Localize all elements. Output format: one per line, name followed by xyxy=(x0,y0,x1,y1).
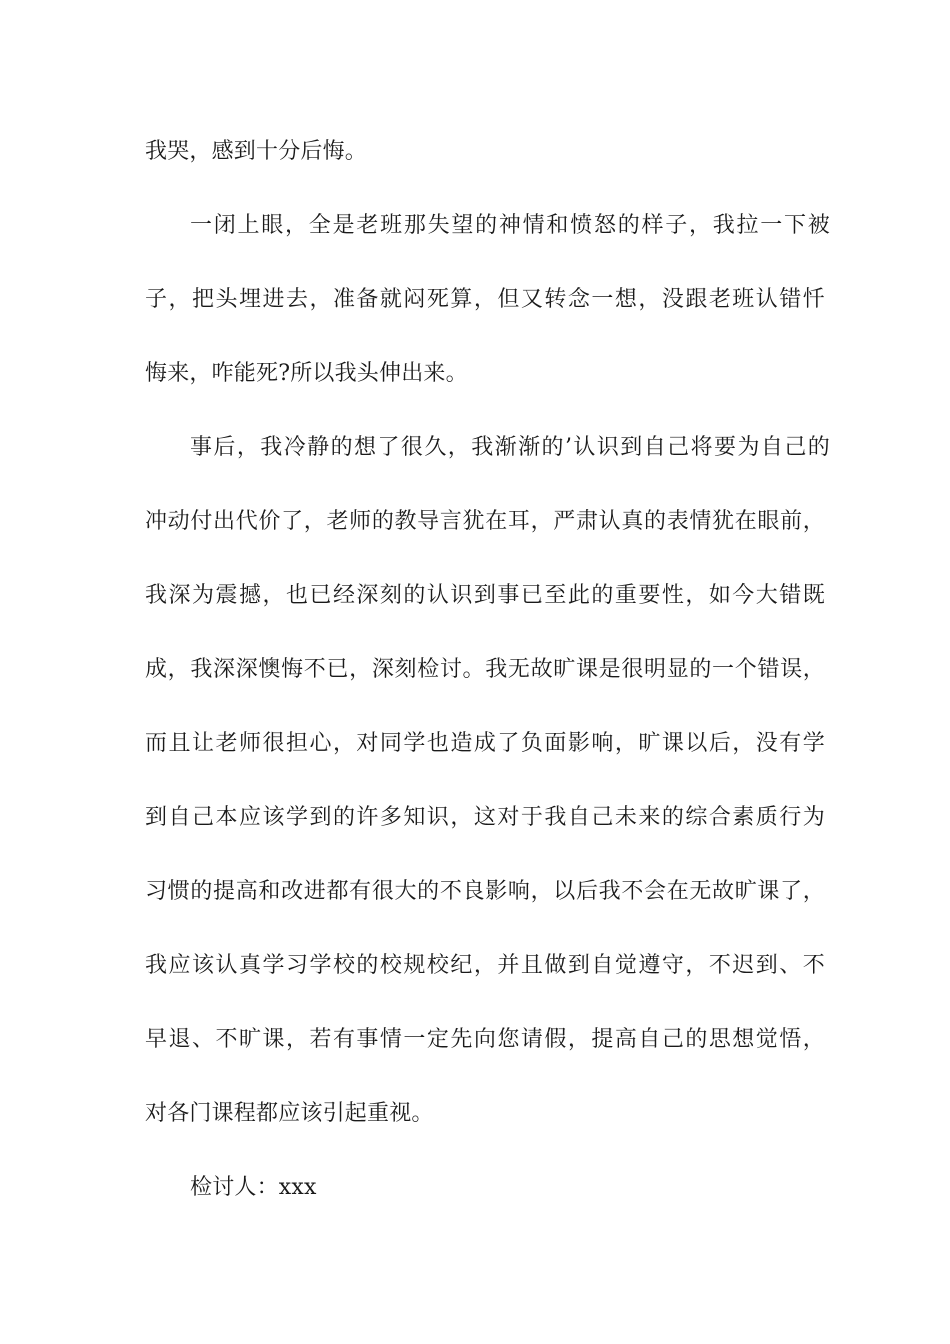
text-line: 事后，我冷静的想了很久，我渐渐的’认识到自己将要为自己的 xyxy=(190,435,830,460)
text-line: 到自己本应该学到的许多知识，这对于我自己未来的综合素质行为 xyxy=(145,805,825,830)
text-line: 悔来，咋能死?所以我头伸出来。 xyxy=(145,361,468,386)
text-line: 我深为震撼，也已经深刻的认识到事已至此的重要性，如今大错既 xyxy=(145,583,825,608)
text-line: 习惯的提高和改进都有很大的不良影响，以后我不会在无故旷课了， xyxy=(145,879,825,904)
text-line: 冲动付出代价了，老师的教导言犹在耳，严肃认真的表情犹在眼前， xyxy=(145,509,825,534)
text-line: 对各门课程都应该引起重视。 xyxy=(145,1101,434,1126)
text-line: 早退、不旷课，若有事情一定先向您请假，提高自己的思想觉悟， xyxy=(145,1027,825,1052)
text-line: 我应该认真学习学校的校规校纪，并且做到自觉遵守，不迟到、不 xyxy=(145,953,825,978)
text-line: 我哭，感到十分后悔。 xyxy=(145,139,368,164)
text-line: 子，把头埋进去，准备就闷死算，但又转念一想，没跟老班认错忏 xyxy=(145,287,825,312)
text-line: 成，我深深懊悔不已，深刻检讨。我无故旷课是很明显的一个错误， xyxy=(145,657,825,682)
text-line: 而且让老师很担心，对同学也造成了负面影响，旷课以后，没有学 xyxy=(145,731,825,756)
text-line: 一闭上眼，全是老班那失望的神情和愤怒的样子，我拉一下被 xyxy=(190,213,830,238)
signature-line: 检讨人：xxx xyxy=(190,1175,317,1200)
